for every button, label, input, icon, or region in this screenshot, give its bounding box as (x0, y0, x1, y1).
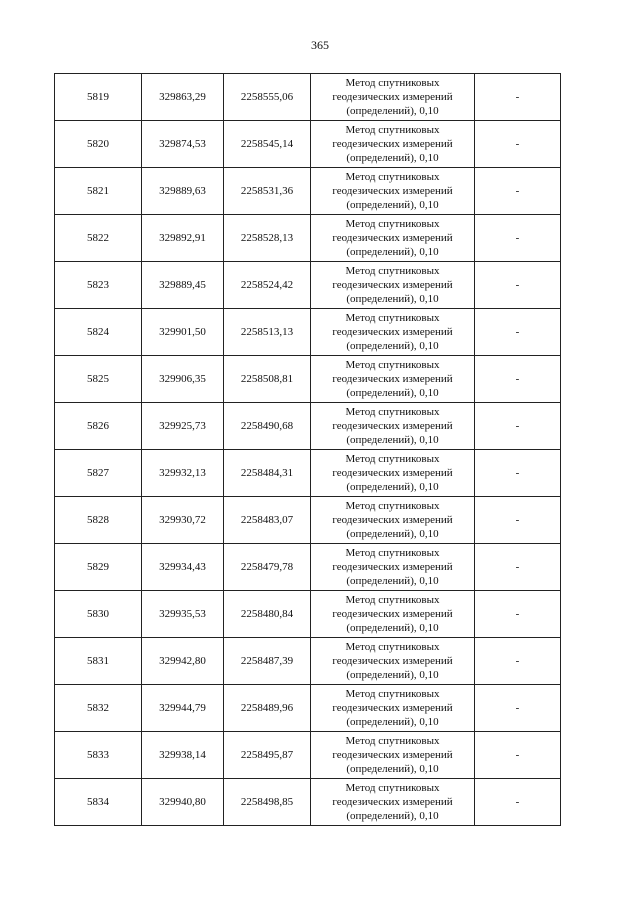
table-row (55, 74, 561, 121)
note-cell: - (475, 591, 561, 638)
method-line: Метод спутниковых (345, 218, 440, 230)
point-number-cell: 5834 (55, 779, 142, 826)
note-cell: - (475, 403, 561, 450)
method-line: Метод спутниковых (345, 171, 440, 183)
method-line: геодезических измерений (332, 702, 453, 714)
x-coordinate-cell: 329932,13 (142, 450, 224, 497)
method-line: (определений), 0,10 (346, 669, 439, 681)
table-row (55, 168, 561, 215)
point-number-cell: 5824 (55, 309, 142, 356)
x-coordinate-cell: 329944,79 (142, 685, 224, 732)
x-coordinate-cell: 329874,53 (142, 121, 224, 168)
y-coordinate-cell: 2258489,96 (224, 685, 311, 732)
table-row (55, 403, 561, 450)
method-line: геодезических измерений (332, 467, 453, 479)
method-line: Метод спутниковых (345, 688, 440, 700)
point-number-cell: 5830 (55, 591, 142, 638)
method-cell (311, 779, 475, 826)
method-cell (311, 403, 475, 450)
y-coordinate-cell: 2258498,85 (224, 779, 311, 826)
method-line: геодезических измерений (332, 561, 453, 573)
y-coordinate-cell: 2258483,07 (224, 497, 311, 544)
method-line: (определений), 0,10 (346, 810, 439, 822)
point-number-cell: 5828 (55, 497, 142, 544)
point-number-cell: 5823 (55, 262, 142, 309)
note-cell: - (475, 497, 561, 544)
page-number: 365 (311, 38, 329, 52)
x-coordinate-cell: 329889,63 (142, 168, 224, 215)
note-cell: - (475, 168, 561, 215)
method-cell (311, 215, 475, 262)
x-coordinate-cell: 329906,35 (142, 356, 224, 403)
note-cell: - (475, 779, 561, 826)
method-line: геодезических измерений (332, 514, 453, 526)
method-line: (определений), 0,10 (346, 575, 439, 587)
y-coordinate-cell: 2258524,42 (224, 262, 311, 309)
note-cell: - (475, 638, 561, 685)
method-line: Метод спутниковых (345, 547, 440, 559)
method-line: (определений), 0,10 (346, 105, 439, 117)
method-line: геодезических измерений (332, 796, 453, 808)
x-coordinate-cell: 329942,80 (142, 638, 224, 685)
method-cell (311, 685, 475, 732)
table-row (55, 732, 561, 779)
table-row (55, 215, 561, 262)
table-row (55, 497, 561, 544)
x-coordinate-cell: 329930,72 (142, 497, 224, 544)
x-coordinate-cell: 329938,14 (142, 732, 224, 779)
y-coordinate-cell: 2258479,78 (224, 544, 311, 591)
method-line: геодезических измерений (332, 749, 453, 761)
method-line: Метод спутниковых (345, 265, 440, 277)
x-coordinate-cell: 329892,91 (142, 215, 224, 262)
method-line: геодезических измерений (332, 608, 453, 620)
method-line: Метод спутниковых (345, 406, 440, 418)
method-line: Метод спутниковых (345, 594, 440, 606)
point-number-cell: 5826 (55, 403, 142, 450)
note-cell: - (475, 356, 561, 403)
method-line: (определений), 0,10 (346, 340, 439, 352)
method-line: Метод спутниковых (345, 453, 440, 465)
note-cell: - (475, 450, 561, 497)
method-line: геодезических измерений (332, 91, 453, 103)
method-line: Метод спутниковых (345, 124, 440, 136)
y-coordinate-cell: 2258495,87 (224, 732, 311, 779)
method-line: геодезических измерений (332, 420, 453, 432)
y-coordinate-cell: 2258480,84 (224, 591, 311, 638)
method-cell (311, 638, 475, 685)
x-coordinate-cell: 329935,53 (142, 591, 224, 638)
note-cell: - (475, 732, 561, 779)
method-cell (311, 732, 475, 779)
y-coordinate-cell: 2258513,13 (224, 309, 311, 356)
method-line: Метод спутниковых (345, 500, 440, 512)
method-cell (311, 450, 475, 497)
method-cell (311, 591, 475, 638)
y-coordinate-cell: 2258531,36 (224, 168, 311, 215)
x-coordinate-cell: 329889,45 (142, 262, 224, 309)
table-row (55, 309, 561, 356)
note-cell: - (475, 215, 561, 262)
y-coordinate-cell: 2258484,31 (224, 450, 311, 497)
coordinates-table-body (55, 74, 561, 826)
table-row (55, 638, 561, 685)
method-line: Метод спутниковых (345, 77, 440, 89)
method-line: (определений), 0,10 (346, 481, 439, 493)
note-cell: - (475, 74, 561, 121)
method-line: (определений), 0,10 (346, 528, 439, 540)
method-line: (определений), 0,10 (346, 763, 439, 775)
y-coordinate-cell: 2258545,14 (224, 121, 311, 168)
y-coordinate-cell: 2258508,81 (224, 356, 311, 403)
method-line: (определений), 0,10 (346, 293, 439, 305)
method-line: (определений), 0,10 (346, 387, 439, 399)
y-coordinate-cell: 2258555,06 (224, 74, 311, 121)
method-line: геодезических измерений (332, 232, 453, 244)
y-coordinate-cell: 2258528,13 (224, 215, 311, 262)
note-cell: - (475, 121, 561, 168)
point-number-cell: 5822 (55, 215, 142, 262)
point-number-cell: 5829 (55, 544, 142, 591)
method-line: (определений), 0,10 (346, 434, 439, 446)
coordinates-table (54, 73, 561, 826)
table-row (55, 262, 561, 309)
table-row (55, 591, 561, 638)
method-line: Метод спутниковых (345, 312, 440, 324)
method-line: геодезических измерений (332, 326, 453, 338)
point-number-cell: 5821 (55, 168, 142, 215)
table-row (55, 121, 561, 168)
method-line: Метод спутниковых (345, 359, 440, 371)
x-coordinate-cell: 329934,43 (142, 544, 224, 591)
method-line: Метод спутниковых (345, 782, 440, 794)
method-line: Метод спутниковых (345, 735, 440, 747)
note-cell: - (475, 685, 561, 732)
method-line: геодезических измерений (332, 279, 453, 291)
method-line: геодезических измерений (332, 185, 453, 197)
method-cell (311, 262, 475, 309)
x-coordinate-cell: 329901,50 (142, 309, 224, 356)
method-line: геодезических измерений (332, 138, 453, 150)
table-row (55, 356, 561, 403)
y-coordinate-cell: 2258487,39 (224, 638, 311, 685)
point-number-cell: 5827 (55, 450, 142, 497)
method-line: геодезических измерений (332, 655, 453, 667)
method-cell (311, 544, 475, 591)
note-cell: - (475, 544, 561, 591)
x-coordinate-cell: 329863,29 (142, 74, 224, 121)
method-line: (определений), 0,10 (346, 152, 439, 164)
method-cell (311, 309, 475, 356)
x-coordinate-cell: 329940,80 (142, 779, 224, 826)
table-row (55, 685, 561, 732)
point-number-cell: 5833 (55, 732, 142, 779)
method-cell (311, 121, 475, 168)
table-row (55, 544, 561, 591)
point-number-cell: 5820 (55, 121, 142, 168)
method-cell (311, 74, 475, 121)
x-coordinate-cell: 329925,73 (142, 403, 224, 450)
method-cell (311, 356, 475, 403)
method-line: Метод спутниковых (345, 641, 440, 653)
table-row (55, 779, 561, 826)
method-line: (определений), 0,10 (346, 246, 439, 258)
method-line: (определений), 0,10 (346, 716, 439, 728)
point-number-cell: 5825 (55, 356, 142, 403)
table-row (55, 450, 561, 497)
method-line: (определений), 0,10 (346, 199, 439, 211)
method-cell (311, 168, 475, 215)
note-cell: - (475, 262, 561, 309)
method-line: геодезических измерений (332, 373, 453, 385)
y-coordinate-cell: 2258490,68 (224, 403, 311, 450)
point-number-cell: 5831 (55, 638, 142, 685)
note-cell: - (475, 309, 561, 356)
point-number-cell: 5832 (55, 685, 142, 732)
method-line: (определений), 0,10 (346, 622, 439, 634)
method-cell (311, 497, 475, 544)
point-number-cell: 5819 (55, 74, 142, 121)
